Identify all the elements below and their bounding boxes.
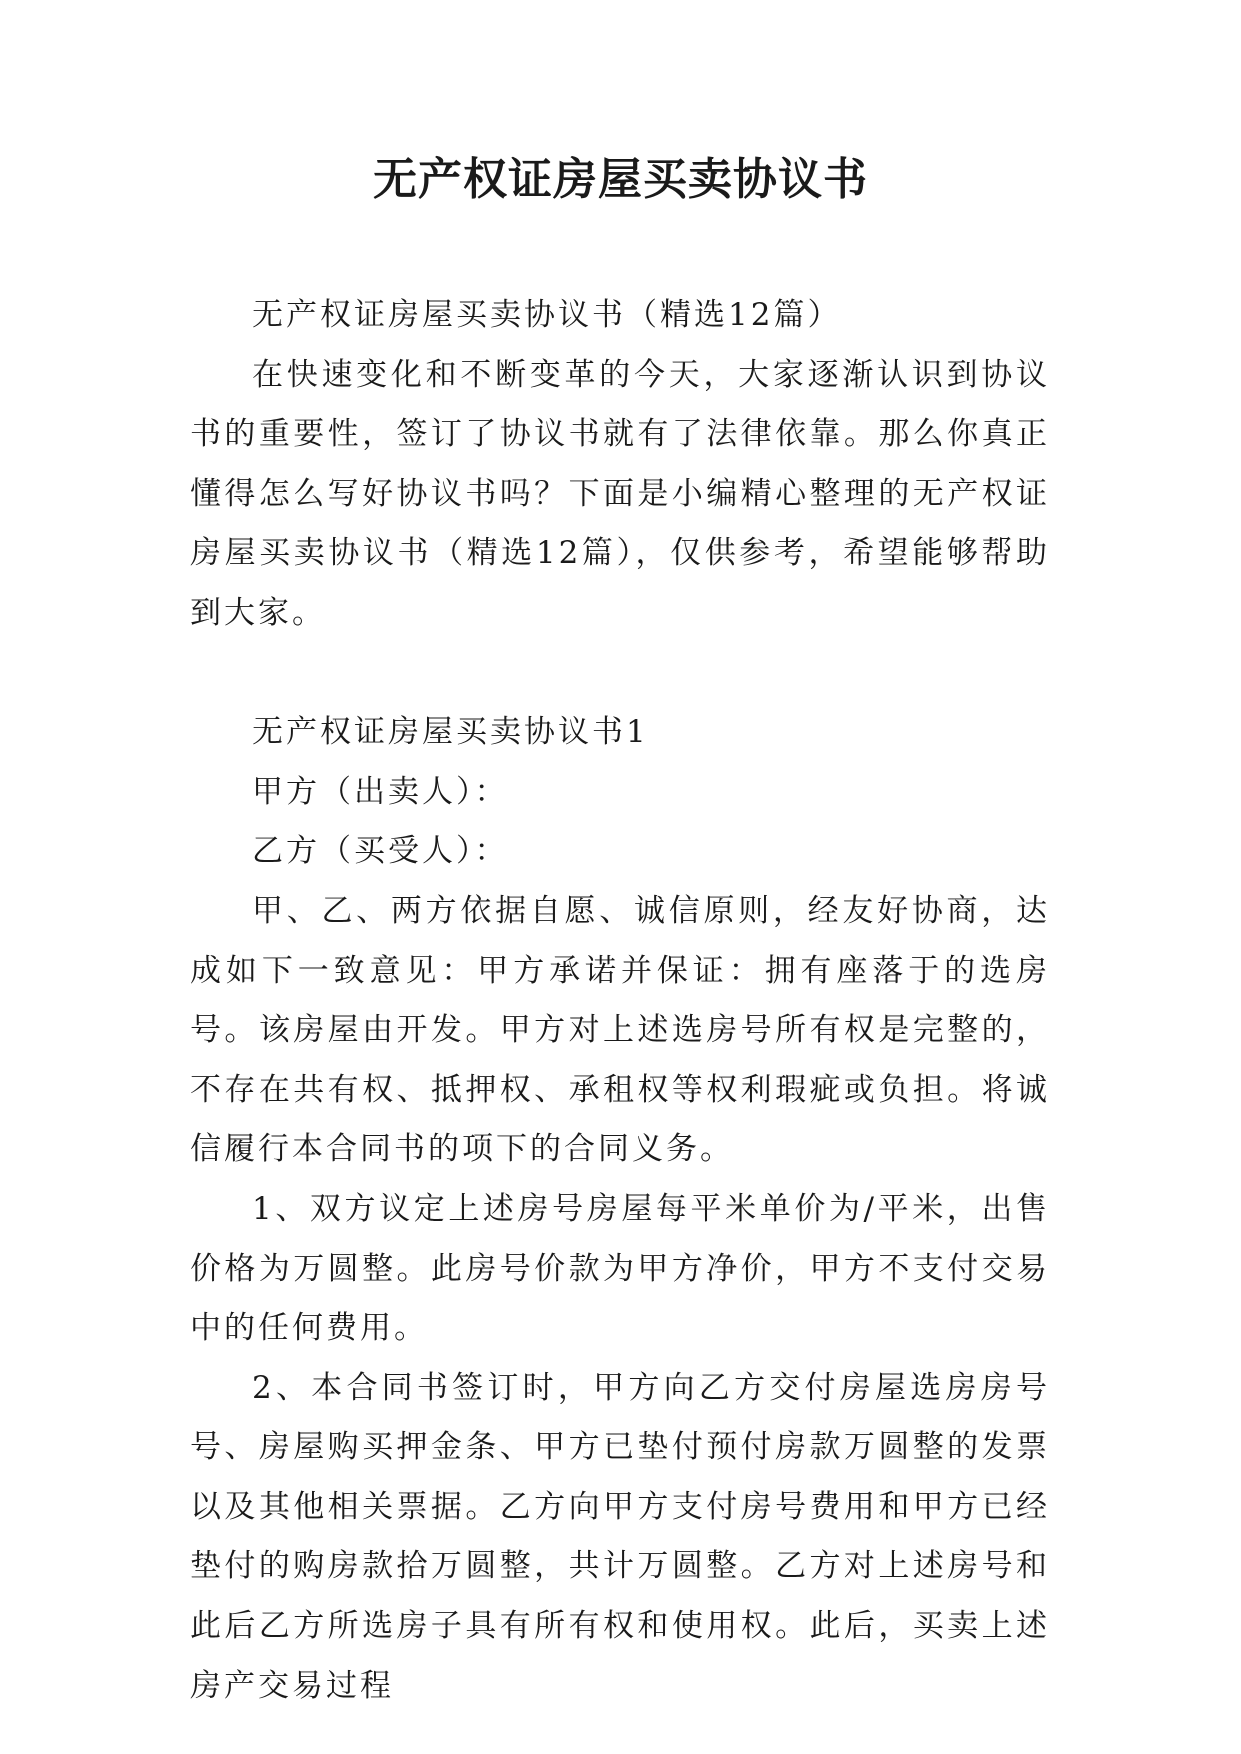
document-title: 无产权证房屋买卖协议书	[373, 154, 868, 205]
document-body	[190, 286, 1050, 1716]
clause-1: 1、双方议定上述房号房屋每平米单价为/平米，出售价格为万圆整。此房号价款为甲方净价，甲方不支付交易中的任何费用。	[190, 1190, 1050, 1347]
section-heading: 无产权证房屋买卖协议书1	[252, 714, 649, 751]
party-a-line: 甲方（出卖人）：	[252, 773, 509, 810]
paragraph-spacer	[190, 644, 1050, 704]
clause-2: 2、本合同书签订时，甲方向乙方交付房屋选房房号号、房屋购买押金条、甲方已垫付预付房款万圆整的发票以及其他相关票据。乙方向甲方支付房号费用和甲方已经垫付的购房款拾万圆整，共计万圆整。乙方对上述房号和此后乙方所选房子具有所有权和使用权。此后，买卖上述房产交易过程	[190, 1369, 1050, 1704]
intro-paragraph: 在快速变化和不断变革的今天，大家逐渐认识到协议书的重要性，签订了协议书就有了法律依靠。那么你真正懂得怎么写好协议书吗？下面是小编精心整理的无产权证房屋买卖协议书（精选12篇），仅供参考，希望能够帮助到大家。	[190, 356, 1050, 631]
agreement-paragraph: 甲、乙、两方依据自愿、诚信原则，经友好协商，达成如下一致意见：甲方承诺并保证：拥有座落于的选房号。该房屋由开发。甲方对上述选房号所有权是完整的，不存在共有权、抵押权、承租权等权利瑕疵或负担。将诚信履行本合同书的项下的合同义务。	[190, 892, 1050, 1168]
party-b-line: 乙方（买受人）：	[252, 833, 509, 870]
intro-heading: 无产权证房屋买卖协议书（精选12篇）	[252, 297, 842, 333]
